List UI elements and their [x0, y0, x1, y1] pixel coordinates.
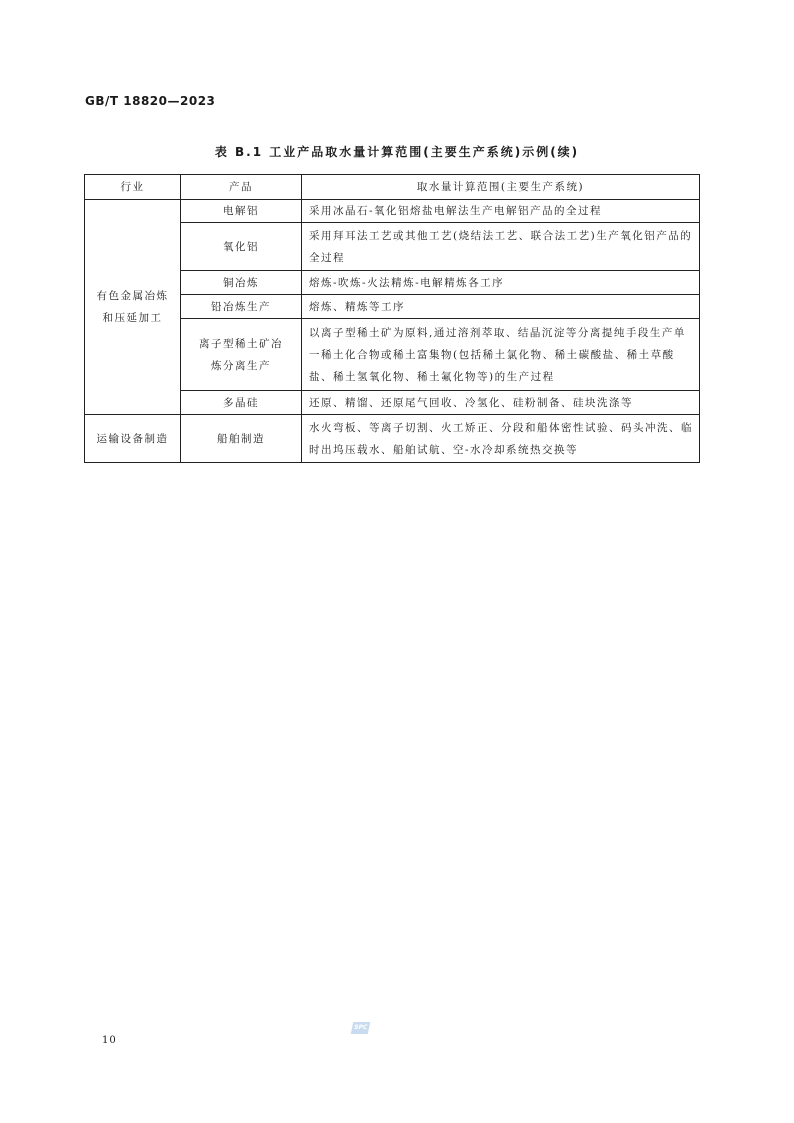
table-header-row	[85, 175, 700, 200]
scope-cell: 采用冰晶石-氧化铝熔盐电解法生产电解铝产品的全过程	[302, 200, 700, 223]
publisher-logo: SPC	[349, 1019, 373, 1037]
product-cell: 氧化铝	[181, 223, 302, 271]
product-cell: 铅冶炼生产	[181, 295, 302, 319]
water-intake-scope-table	[84, 174, 700, 463]
scope-cell: 还原、精馏、还原尾气回收、冷氢化、硅粉制备、硅块洗涤等	[302, 391, 700, 415]
scope-cell: 熔炼-吹炼-火法精炼-电解精炼各工序	[302, 271, 700, 295]
scope-cell: 水火弯板、等离子切割、火工矫正、分段和船体密性试验、码头冲洗、临时出坞压载水、船舶试航、空-水冷却系统热交换等	[302, 415, 700, 463]
scope-cell: 以离子型稀土矿为原料,通过溶剂萃取、结晶沉淀等分离提纯手段生产单一稀土化合物或稀土富集物(包括稀土氯化物、稀土碳酸盐、稀土草酸盐、稀土氢氧化物、稀土氟化物等)的生产过程	[302, 319, 700, 391]
industry-cell: 有色金属冶炼和压延加工	[85, 200, 181, 415]
product-cell: 多晶硅	[181, 391, 302, 415]
table-row	[85, 200, 700, 223]
scope-cell: 熔炼、精炼等工序	[302, 295, 700, 319]
column-header-scope: 取水量计算范围(主要生产系统)	[302, 175, 700, 200]
table-row	[85, 415, 700, 463]
column-header-industry: 行业	[85, 175, 181, 200]
product-cell: 铜冶炼	[181, 271, 302, 295]
column-header-product: 产品	[181, 175, 302, 200]
product-cell: 电解铝	[181, 200, 302, 223]
industry-cell: 运输设备制造	[85, 415, 181, 463]
standard-number: GB/T 18820—2023	[85, 94, 216, 108]
product-cell: 船舶制造	[181, 415, 302, 463]
table-caption: 表 B.1 工业产品取水量计算范围(主要生产系统)示例(续)	[214, 145, 580, 159]
page-number: 10	[102, 1035, 117, 1046]
product-cell: 离子型稀土矿冶炼分离生产	[181, 319, 302, 391]
scope-cell: 采用拜耳法工艺或其他工艺(烧结法工艺、联合法工艺)生产氧化铝产品的全过程	[302, 223, 700, 271]
